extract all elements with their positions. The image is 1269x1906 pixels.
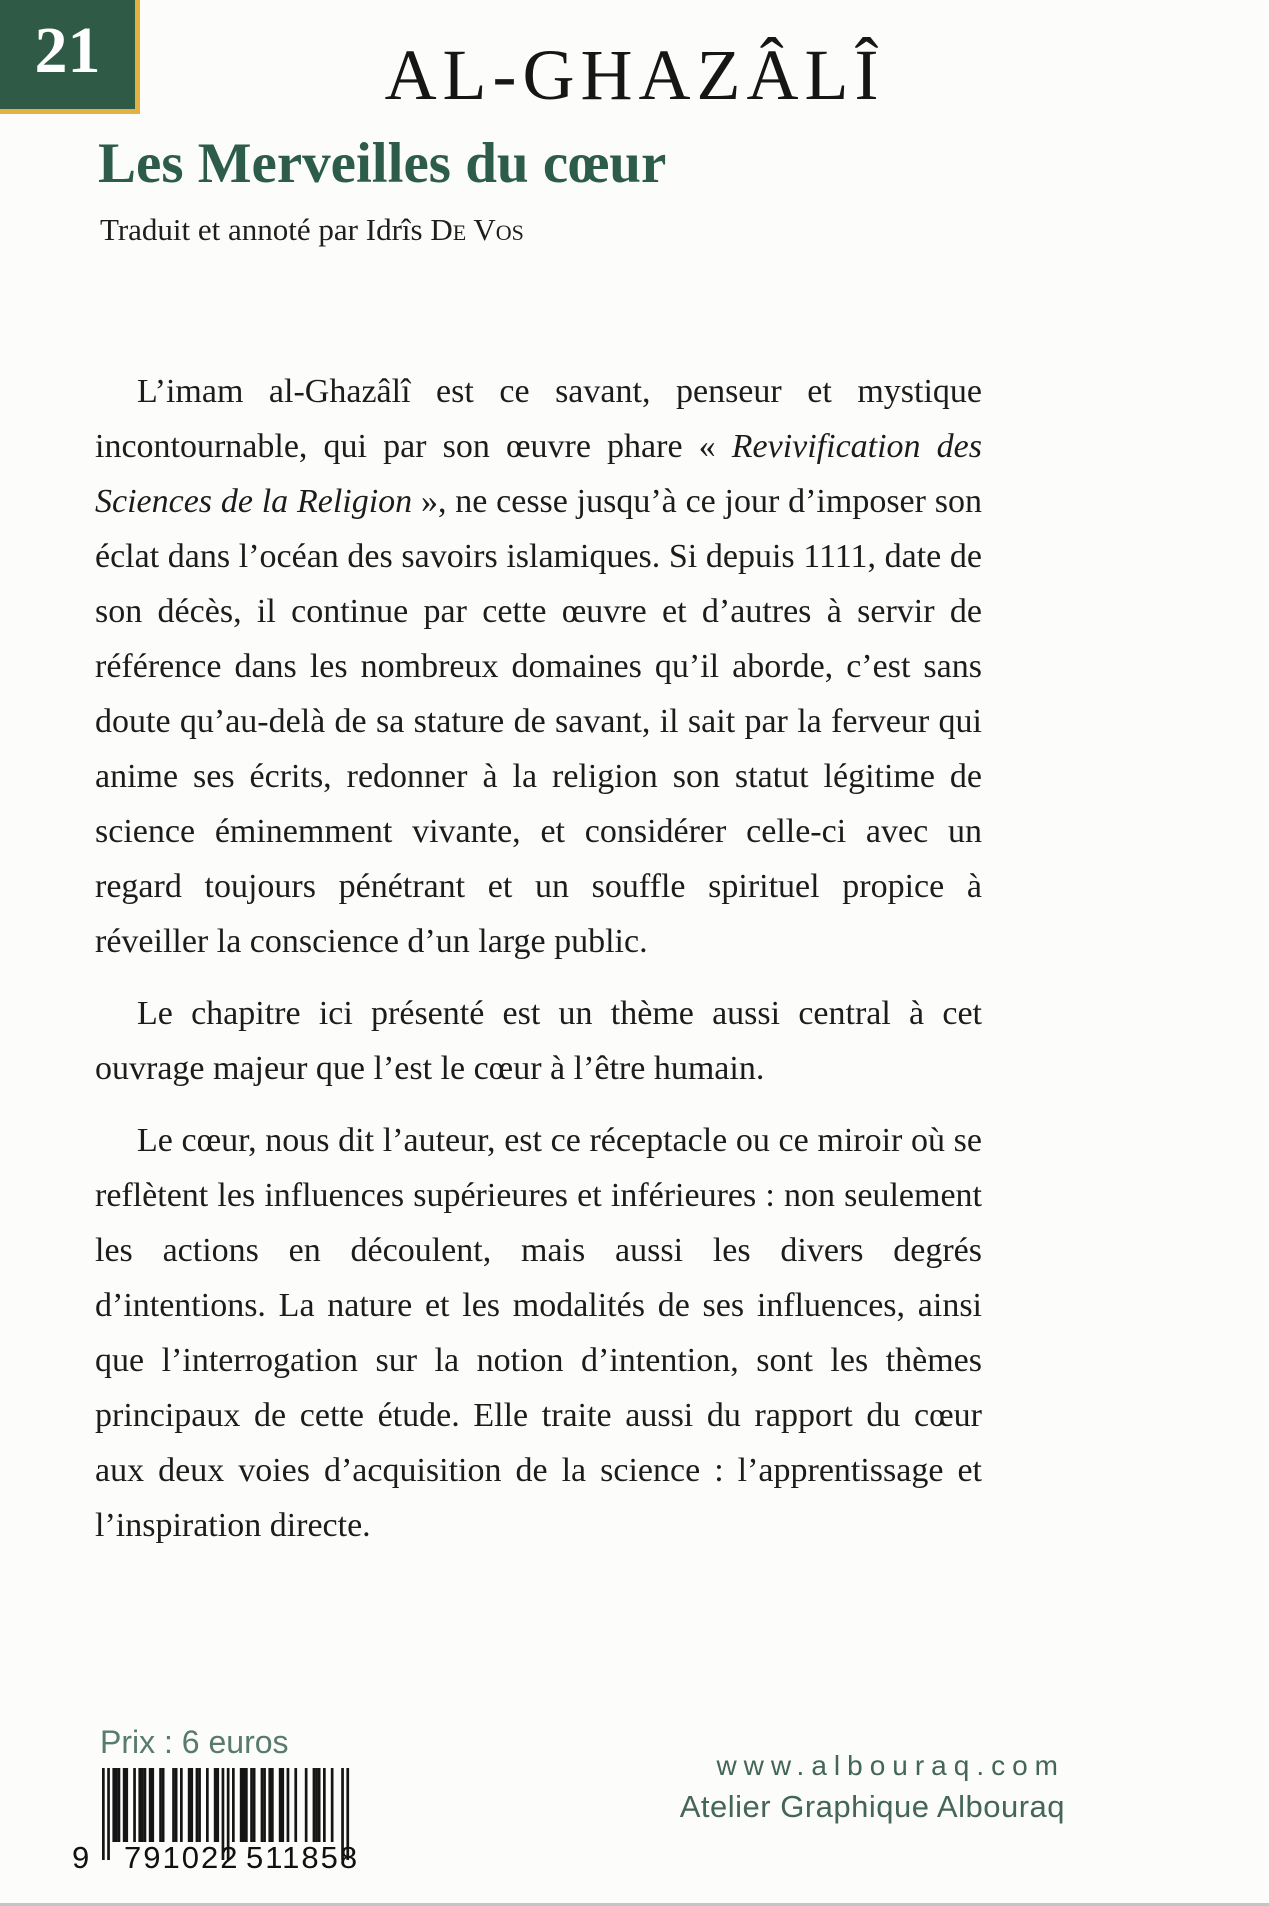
translator-credit <box>100 212 1269 248</box>
paragraph: Le cœur, nous dit l’auteur, est ce réceptacle ou ce miroir où se reflètent les influences supérieures et inférieures : non seulement les actions en découlent, mais aussi les divers degrés d’intentions. La nature et les modalités de ses influences, ainsi que l’interrogation sur la notion d’intention, sont les thèmes principaux de cette étude. Elle traite aussi du rapport du cœur aux deux voies d’acquisition de la science : l’apprentissage et l’inspiration directe. <box>95 1122 982 1544</box>
translator-name: De Vos <box>430 212 524 247</box>
barcode <box>72 1768 362 1882</box>
collection-number: 21 <box>34 13 101 87</box>
book-title: Les Merveilles du cœur <box>98 132 667 195</box>
body-text <box>95 364 982 1553</box>
paragraph: L’imam al-Ghazâlî est ce savant, penseur et mystique incontournable, qui par son œuvre phare « Revivification des Sciences de la Religion », ne cesse jusqu’à ce jour d’imposer son éclat dans l’océan des savoirs islamiques. Si depuis 1111, date de son décès, il continue par cette œuvre et d’autres à servir de référence dans les nombreux domaines qu’il aborde, c’est sans doute qu’au-delà de sa stature de savant, il sait par la ferveur qui anime ses écrits, redonner à la religion son statut légitime de science éminemment vivante, et considérer celle-ci avec un regard toujours pénétrant et un souffle spirituel propice à réveiller la conscience d’un large public. <box>95 373 982 960</box>
author-name: AL-GHAZÂLÎ <box>384 35 885 115</box>
collection-number-badge <box>0 0 140 114</box>
paragraph: Le chapitre ici présenté est un thème aussi central à cet ouvrage majeur que l’est le cœur à l’être humain. <box>95 995 982 1087</box>
barcode-right-group: 511858 <box>246 1840 360 1875</box>
barcode-lead-digit: 9 <box>72 1840 92 1875</box>
publisher-studio: Atelier Graphique Albouraq <box>679 1789 1065 1824</box>
barcode-left-group: 791022 <box>124 1840 240 1875</box>
translator-prefix: Traduit et annoté par Idrîs <box>100 212 431 247</box>
publisher-info <box>680 1750 1065 1825</box>
publisher-website: www.albouraq.com <box>716 1750 1065 1781</box>
price-label: Prix : 6 euros <box>100 1724 289 1760</box>
